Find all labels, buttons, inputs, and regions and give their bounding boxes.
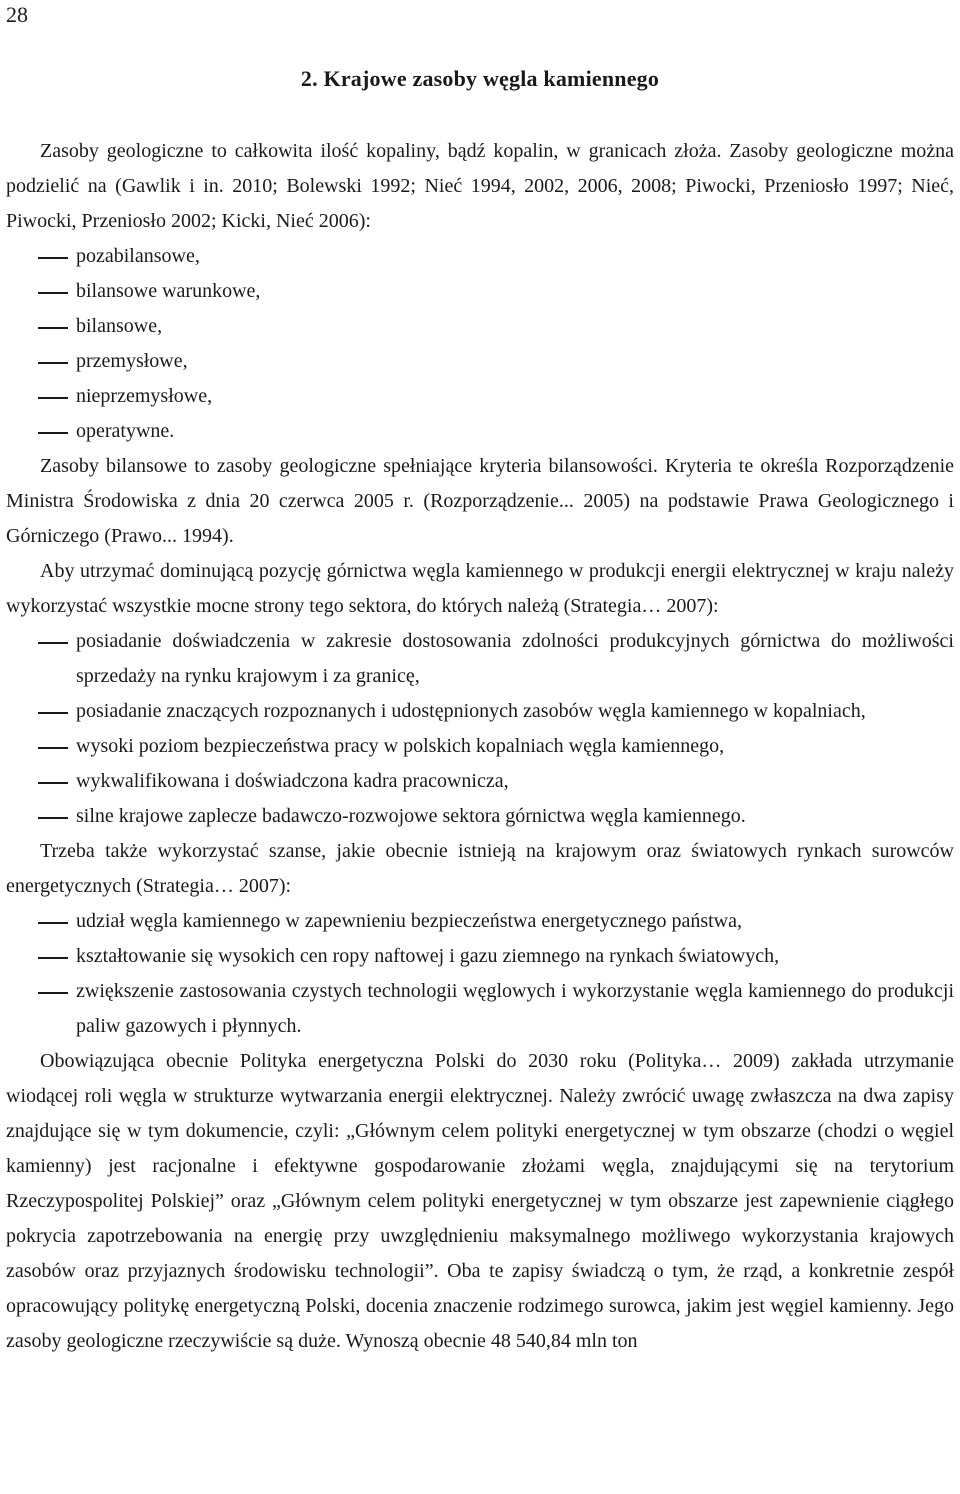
- strengths-list: [6, 624, 954, 834]
- body-text: [6, 134, 954, 1359]
- list-item: posiadanie doświadczenia w zakresie dostosowania zdolności produkcyjnych górnictwa do możliwości sprzedaży na rynku krajowym i za granicę,: [6, 624, 954, 694]
- opportunities-list: [6, 904, 954, 1044]
- paragraph-3: Aby utrzymać dominującą pozycję górnictwa węgla kamiennego w produkcji energii elektrycznej w kraju należy wykorzystać wszystkie mocne strony tego sektora, do których należą (Strategia… 2007):: [6, 560, 954, 617]
- list-item: bilansowe,: [6, 309, 954, 344]
- paragraph-2: Zasoby bilansowe to zasoby geologiczne spełniające kryteria bilansowości. Kryteria te określa Rozporządzenie Ministra Środowiska z dnia 20 czerwca 2005 r. (Rozporządzenie... 2005) na podstawie Prawa Geologicznego i Górniczego (Prawo... 1994).: [6, 455, 954, 547]
- list-item: silne krajowe zaplecze badawczo-rozwojowe sektora górnictwa węgla kamiennego.: [6, 799, 954, 834]
- paragraph-5: Obowiązująca obecnie Polityka energetyczna Polski do 2030 roku (Polityka… 2009) zakłada utrzymanie wiodącej roli węgla w strukturze wytwarzania energii elektrycznej. Należy zwrócić uwagę zwłaszcza na dwa zapisy znajdujące się w tym dokumencie, czyli: „Głównym celem polityki energetycznej w tym obszarze (chodzi o węgiel kamienny) jest racjonalne i efektywne gospodarowanie złożami węgla, znajdującymi się na terytorium Rzeczypospolitej Polskiej” oraz „Głównym celem polityki energetycznej w tym obszarze jest zapewnienie ciągłego pokrycia zapotrzebowania na energię przy uwzględnieniu maksymalnego możliwego wykorzystania krajowych zasobów oraz przyjaznych środowisku technologii”. Oba te zapisy świadczą o tym, że rząd, a konkretnie zespół opracowujący politykę energetyczną Polski, docenia znaczenie rodzimego surowca, jakim jest węgiel kamienny. Jego zasoby geologiczne rzeczywiście są duże. Wynoszą obecnie 48 540,84 mln ton: [6, 1050, 954, 1352]
- reserves-list: [6, 239, 954, 449]
- list-item: posiadanie znaczących rozpoznanych i udostępnionych zasobów węgla kamiennego w kopalniach,: [6, 694, 954, 729]
- list-item: pozabilansowe,: [6, 239, 954, 274]
- list-item: przemysłowe,: [6, 344, 954, 379]
- list-item: nieprzemysłowe,: [6, 379, 954, 414]
- list-item: udział węgla kamiennego w zapewnieniu bezpieczeństwa energetycznego państwa,: [6, 904, 954, 939]
- list-item: bilansowe warunkowe,: [6, 274, 954, 309]
- list-item: wykwalifikowana i doświadczona kadra pracownicza,: [6, 764, 954, 799]
- list-item: wysoki poziom bezpieczeństwa pracy w polskich kopalniach węgla kamiennego,: [6, 729, 954, 764]
- list-item: operatywne.: [6, 414, 954, 449]
- list-item: kształtowanie się wysokich cen ropy naftowej i gazu ziemnego na rynkach światowych,: [6, 939, 954, 974]
- list-item: zwiększenie zastosowania czystych technologii węglowych i wykorzystanie węgla kamiennego do produkcji paliw gazowych i płynnych.: [6, 974, 954, 1044]
- paragraph-4: Trzeba także wykorzystać szanse, jakie obecnie istnieją na krajowym oraz światowych rynkach surowców energetycznych (Strategia… 2007):: [6, 840, 954, 897]
- paragraph-1: Zasoby geologiczne to całkowita ilość kopaliny, bądź kopalin, w granicach złoża. Zasoby geologiczne można podzielić na (Gawlik i in. 2010; Bolewski 1992; Nieć 1994, 2002, 2006, 2008; Piwocki, Przeniosło 1997; Nieć, Piwocki, Przeniosło 2002; Kicki, Nieć 2006):: [6, 140, 954, 232]
- page-number: 28: [6, 2, 28, 27]
- section-heading: 2. Krajowe zasoby węgla kamiennego: [300, 66, 660, 91]
